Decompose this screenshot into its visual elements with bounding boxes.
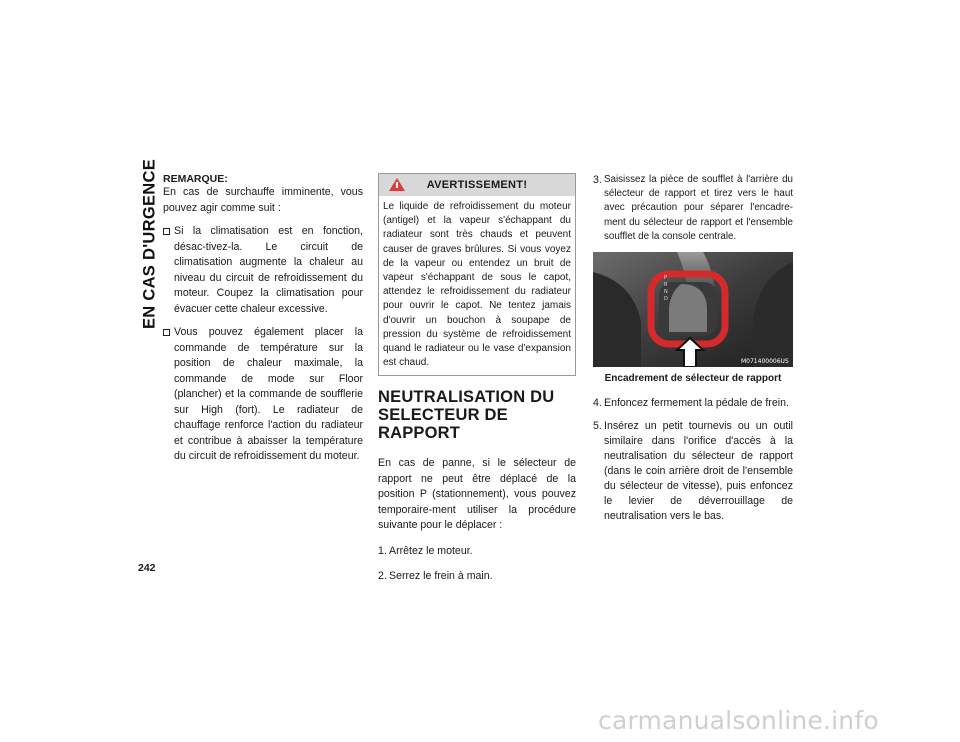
column-left	[163, 173, 363, 465]
warning-title: AVERTISSEMENT!	[426, 179, 528, 191]
step-number: 2.	[378, 569, 387, 582]
step-number: 5.	[593, 420, 602, 433]
step-item	[593, 173, 793, 244]
step-text: Serrez le frein à main.	[389, 569, 493, 582]
step-item	[593, 396, 793, 411]
section-intro: En cas de panne, si le sélecteur de rapport ne peut être déplacé de la position P (stationnement), vous pouvez temporaire-ment utiliser la procédure suivante pour le déplacer :	[378, 457, 576, 532]
warning-header	[379, 174, 575, 196]
column-right	[593, 173, 793, 524]
remark-intro: En cas de surchauffe imminente, vous pouvez agir comme suit :	[163, 186, 363, 214]
step-item	[593, 419, 793, 524]
step-number: 3.	[593, 174, 602, 186]
section-heading-line2: SELECTEUR DE RAPPORT	[378, 406, 508, 443]
warning-exclamation-icon	[396, 182, 398, 188]
bullet-item	[163, 224, 363, 317]
chapter-side-tab	[139, 158, 161, 330]
step-text: Insérez un petit tournevis ou un outil similaire dans l'orifice d'accès à la neutralisation du sélecteur de rapport (dans le coin arrière droit de l'ensemble du sélecteur de vitesse), puis enfoncez le levier de déverrouillage de neutralisation vers le bas.	[604, 420, 793, 523]
remark-title: REMARQUE:	[163, 173, 228, 185]
section-heading-line1: NEUTRALISATION DU	[378, 388, 555, 407]
gear-indicator-n: N	[664, 289, 668, 296]
warning-body: Le liquide de refroidissement du moteur (antigel) et la vapeur s'échappant du radiateur sont très chauds et peuvent causer de graves brûlures. Si vous voyez de la vapeur ou entendez un bruit de vapeur s'échappant de sous le capot, attendez le refroidissement du radiateur pour ouvrir le capot. Ne tentez jamais d'ouvrir un bouchon à soupape de pression du système de refroidissement quand le radiateur ou le vase d'expansion est chaud.	[383, 201, 571, 369]
step-text: Arrêtez le moteur.	[389, 544, 473, 557]
step-number: 4.	[593, 397, 602, 410]
photo-code: M071400006US	[741, 358, 789, 366]
bullet-text: Vous pouvez également placer la commande de température sur la position de chaleur maximale, la commande de mode sur Floor (plancher) et la commande de soufflerie sur High (fort). Le radiateur de chauffage renforce l'action du radiateur et contribue à abaisser la température du circuit de refroidissement du moteur.	[174, 326, 363, 462]
step-item	[378, 544, 576, 559]
bullet-square-icon	[163, 329, 170, 336]
page-number: 242	[138, 562, 156, 574]
shifter-bezel-photo	[593, 252, 793, 367]
gear-indicator-r: R	[664, 282, 668, 289]
gear-indicator-d: D	[664, 296, 668, 303]
photo-caption: Encadrement de sélecteur de rapport	[604, 373, 782, 385]
chapter-title: EN CAS D'URGENCE	[140, 158, 159, 330]
gear-indicator-p: P	[664, 275, 668, 282]
step-item	[378, 569, 576, 584]
bullet-item	[163, 325, 363, 465]
column-middle	[378, 173, 576, 584]
step-text: Enfoncez fermement la pédale de frein.	[604, 397, 789, 410]
step-number: 1.	[378, 544, 387, 557]
section-heading	[378, 388, 576, 442]
step-text: Saisissez la pièce de soufflet à l'arrière du sélecteur de rapport et tirez vers le haut avec précaution pour séparer l'encadre-ment du sélecteur de rapport et l'ensemble soufflet de la console centrale.	[604, 174, 793, 242]
shifter-bezel-illustration	[593, 252, 793, 367]
bullet-text: Si la climatisation est en fonction, désac-tivez-la. Le circuit de climatisation augmente la chaleur au niveau du circuit de refroidissement du moteur. Coupez la climatisation pour évacuer cette chaleur excessive.	[174, 225, 363, 315]
watermark-text: carmanualsonline.info	[598, 706, 879, 735]
warning-box	[378, 173, 576, 376]
bullet-square-icon	[163, 228, 170, 235]
